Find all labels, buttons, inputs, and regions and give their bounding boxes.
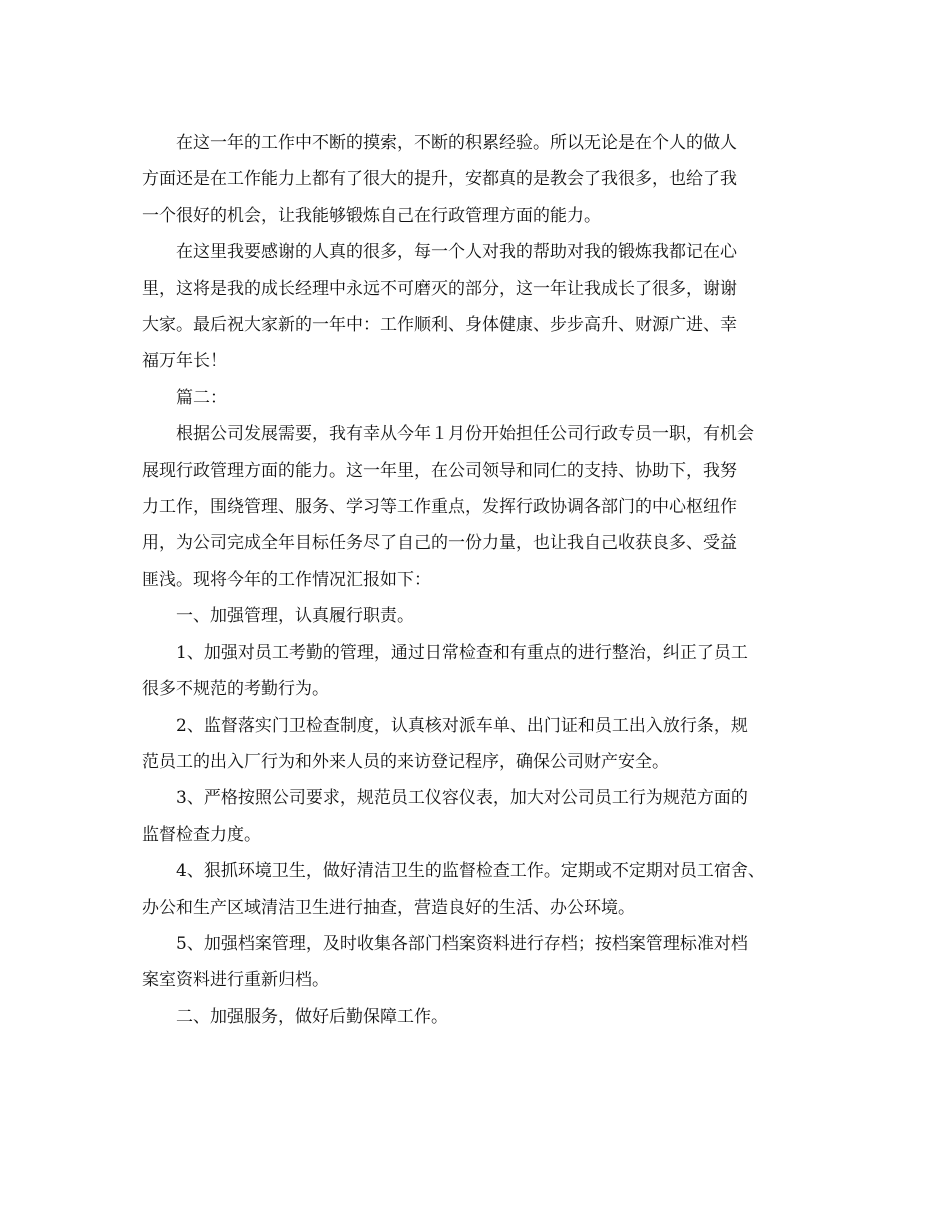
paragraph-thanks [142, 234, 804, 380]
text-line: 一个很好的机会，让我能够锻炼自己在行政管理方面的能力。 [142, 205, 601, 226]
paragraph-intro-1 [142, 125, 804, 234]
text-line: 匪浅。现将今年的工作情况汇报如下： [142, 569, 431, 590]
text-line: 用，为公司完成全年目标任务尽了自己的一份力量，也让我自己收获良多、受益 [142, 533, 737, 554]
list-item-2 [142, 708, 804, 781]
text-line: 方面还是在工作能力上都有了很大的提升，安都真的是教会了我很多，也给了我 [142, 169, 737, 190]
text-line: 大家。最后祝大家新的一年中：工作顺利、身体健康、步步高升、财源广进、幸 [142, 315, 737, 336]
list-item-3 [142, 780, 804, 853]
text-line: 4、狠抓环境卫生，做好清洁卫生的监督检查工作。定期或不定期对员工宿舍、 [176, 861, 765, 882]
paragraph-introduction [142, 416, 804, 598]
text-line: 办公和生产区域清洁卫生进行抽查，营造良好的生活、办公环境。 [142, 897, 635, 918]
text-line: 里，这将是我的成长经理中永远不可磨灭的部分，这一年让我成长了很多，谢谢 [142, 278, 737, 299]
text-line: 监督检查力度。 [142, 824, 261, 845]
text-line: 一、加强管理，认真履行职责。 [176, 606, 414, 627]
section-heading-management [142, 598, 804, 634]
list-item-1 [142, 635, 804, 708]
document-page [142, 125, 804, 1035]
section-heading-service [142, 999, 804, 1035]
text-line: 5、加强档案管理，及时收集各部门档案资料进行存档；按档案管理标准对档 [176, 933, 748, 954]
text-line: 福万年长！ [142, 351, 227, 372]
text-line: 力工作，围绕管理、服务、学习等工作重点，发挥行政协调各部门的中心枢纽作 [142, 497, 737, 518]
text-line: 展现行政管理方面的能力。这一年里，在公司领导和同仁的支持、协助下，我努 [142, 460, 737, 481]
text-line: 根据公司发展需要，我有幸从今年１月份开始担任公司行政专员一职，有机会 [176, 424, 754, 445]
list-item-4 [142, 853, 804, 926]
text-line: 1、加强对员工考勤的管理，通过日常检查和有重点的进行整治，纠正了员工 [176, 642, 748, 663]
section-heading-part-two [142, 380, 804, 416]
text-line: 2、监督落实门卫检查制度，认真核对派车单、出门证和员工出入放行条，规 [176, 715, 748, 736]
text-line: 3、严格按照公司要求，规范员工仪容仪表，加大对公司员工行为规范方面的 [176, 788, 748, 809]
text-line: 篇二： [176, 387, 227, 408]
text-line: 很多不规范的考勤行为。 [142, 679, 329, 700]
text-line: 在这一年的工作中不断的摸索，不断的积累经验。所以无论是在个人的做人 [176, 133, 737, 153]
text-line: 在这里我要感谢的人真的很多，每一个人对我的帮助对我的锻炼我都记在心 [176, 242, 737, 263]
text-line: 二、加强服务，做好后勤保障工作。 [176, 1006, 448, 1027]
text-line: 案室资料进行重新归档。 [142, 970, 329, 991]
text-line: 范员工的出入厂行为和外来人员的来访登记程序，确保公司财产安全。 [142, 751, 669, 772]
list-item-5 [142, 926, 804, 999]
